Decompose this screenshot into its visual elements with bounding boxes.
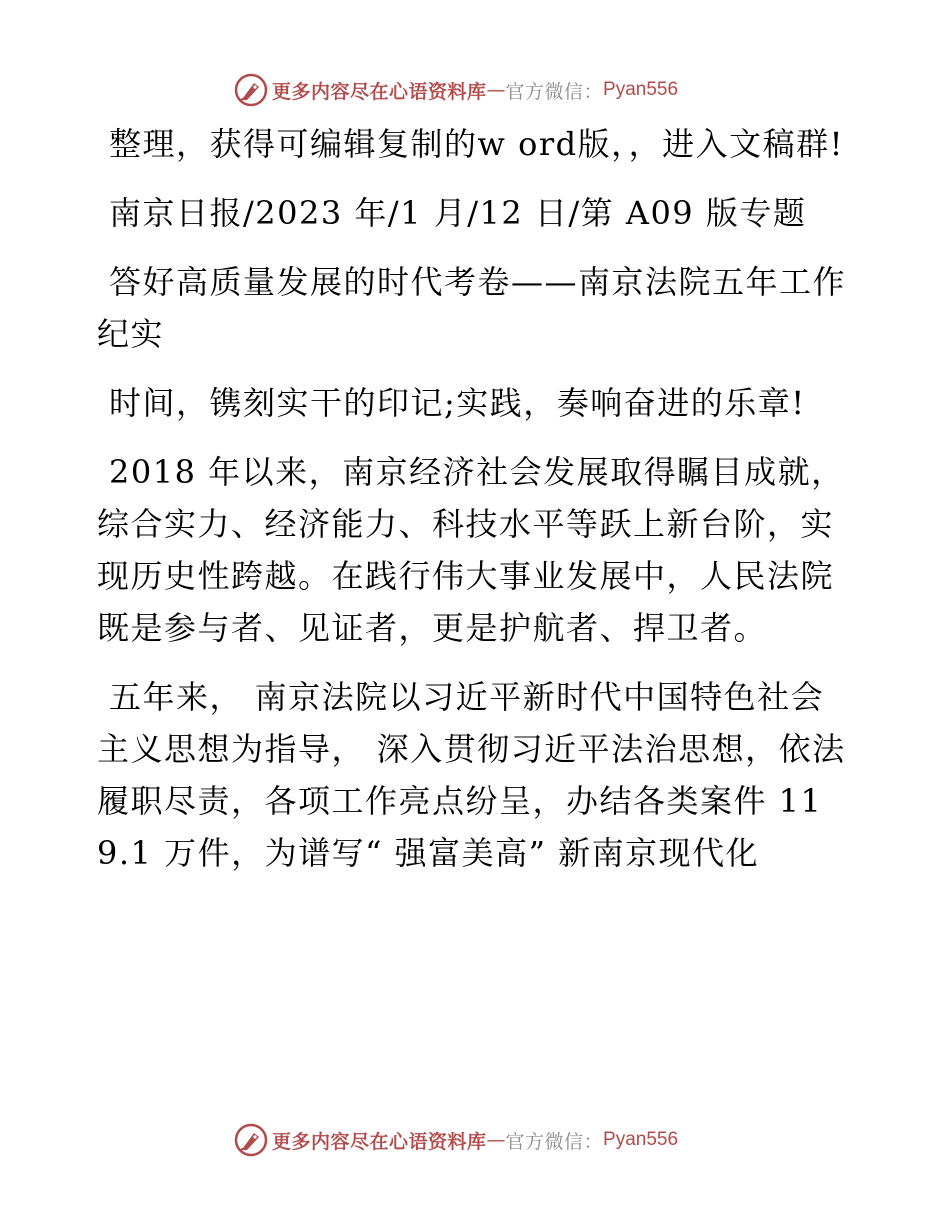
paragraph-lead: 时间，镌刻实干的印记;实践，奏响奋进的乐章! bbox=[109, 384, 806, 422]
paragraph-headline: 答好高质量发展的时代考卷——南京法院五年工作纪实 bbox=[97, 263, 847, 353]
watermark-dash: — bbox=[486, 1129, 506, 1151]
watermark-wechat-id: Pyan556 bbox=[603, 1129, 679, 1150]
watermark-dash: — bbox=[486, 79, 506, 101]
paragraph-source-line: 南京日报/2023 年/1 月/12 日/第 A09 版专题 bbox=[109, 194, 807, 232]
document-body bbox=[97, 118, 849, 896]
pen-nib-icon bbox=[234, 1123, 268, 1157]
paragraph-body-1: 2018 年以来，南京经济社会发展取得瞩目成就，综合实力、经济能力、科技水平等跃上新台阶，实现历史性跨越。在践行伟大事业发展中，人民法院既是参与者、见证者，更是护航者、捍卫者。 bbox=[97, 453, 845, 647]
watermark-wechat-label: 官方微信： bbox=[505, 80, 604, 103]
watermark-wechat-id: Pyan556 bbox=[603, 79, 679, 100]
watermark-text: 更多内容尽在心语资料库 bbox=[272, 1130, 487, 1153]
footer-watermark bbox=[234, 1122, 678, 1158]
pen-nib-icon bbox=[234, 73, 268, 107]
watermark-wechat-label: 官方微信： bbox=[505, 1130, 604, 1153]
paragraph-body-2: 五年来， 南京法院以习近平新时代中国特色社会主义思想为指导， 深入贯彻习近平法治思想，依法履职尽责，各项工作亮点纷呈，办结各类案件 119.1 万件，为谱写“ 强富美高” 新南京现代化 bbox=[97, 678, 846, 872]
header-watermark bbox=[234, 72, 678, 108]
paragraph-intro: 整理，获得可编辑复制的w ord版，，进入文稿群! bbox=[109, 125, 844, 163]
watermark-text: 更多内容尽在心语资料库 bbox=[272, 80, 487, 103]
